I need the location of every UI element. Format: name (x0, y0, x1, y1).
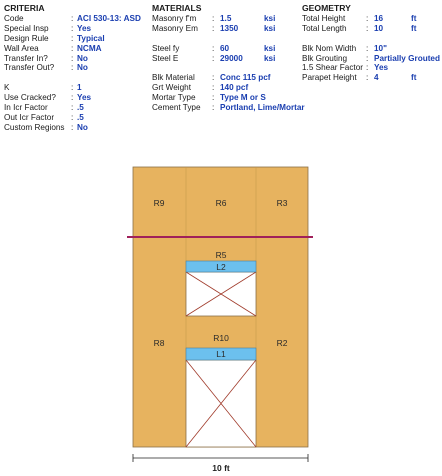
materials-value: 29000 (220, 53, 243, 63)
separator: : (212, 53, 215, 63)
separator: : (366, 14, 369, 23)
separator: : (366, 63, 369, 73)
materials-label: Steel E (152, 53, 179, 63)
separator: : (71, 112, 74, 122)
separator: : (71, 23, 74, 33)
materials-label: Cement Type (152, 103, 201, 113)
geometry-label: Blk Nom Width (302, 43, 357, 53)
materials-value: 1.5 (220, 14, 232, 23)
materials-unit: ksi (264, 14, 276, 23)
separator: : (71, 14, 74, 23)
materials-label: Blk Material (152, 73, 195, 83)
criteria-value: ACI 530-13: ASD (77, 14, 141, 23)
materials-label: Masonry Em (152, 23, 198, 33)
geometry-label: Parapet Height (302, 73, 357, 83)
criteria-label: In Icr Factor (4, 103, 48, 113)
separator: : (366, 73, 369, 83)
geometry-value: 16 (374, 14, 384, 23)
separator: : (71, 93, 74, 103)
materials-label: Mortar Type (152, 93, 196, 103)
geometry-label: Blk Grouting (302, 53, 348, 63)
separator: : (212, 73, 215, 83)
materials-value: Portland, Lime/Mortar (220, 103, 305, 113)
materials-label: Masonry f'm (152, 14, 197, 23)
criteria-value: No (77, 122, 88, 132)
criteria-label: Design Rule (4, 33, 49, 43)
separator: : (71, 33, 74, 43)
criteria-value: NCMA (77, 43, 102, 53)
criteria-label: Special Insp (4, 23, 49, 33)
geometry-value: 10" (374, 43, 387, 53)
materials-unit: ksi (264, 53, 276, 63)
materials-unit: ksi (264, 23, 276, 33)
materials-title: MATERIALS (152, 3, 202, 13)
geometry-title: GEOMETRY (302, 3, 351, 13)
criteria-title: CRITERIA (4, 3, 45, 13)
separator: : (366, 53, 369, 63)
geometry-value: 4 (374, 73, 379, 83)
geometry-label: Total Height (302, 14, 346, 23)
separator: : (71, 83, 74, 93)
criteria-value: 1 (77, 83, 82, 93)
materials-label: Grt Weight (152, 83, 191, 93)
separator: : (212, 103, 215, 113)
geometry-label: Total Length (302, 23, 347, 33)
separator: : (212, 23, 215, 33)
separator: : (366, 23, 369, 33)
materials-value: 60 (220, 43, 230, 53)
separator: : (212, 14, 215, 23)
criteria-label: Custom Regions (4, 122, 65, 132)
geometry-unit: ft (411, 23, 417, 33)
lintel-label: L2 (216, 262, 226, 272)
dimension-label: 10 ft (212, 463, 230, 473)
geometry-unit: ft (411, 73, 417, 83)
geometry-value: Yes (374, 63, 389, 73)
region-label: R8 (153, 338, 165, 348)
separator: : (71, 63, 74, 73)
materials-label: Steel fy (152, 43, 180, 53)
criteria-value: Yes (77, 93, 92, 103)
materials-value: 140 pcf (220, 83, 249, 93)
region-label: R6 (215, 198, 227, 208)
criteria-label: Transfer Out? (4, 63, 55, 73)
region-label: R2 (276, 338, 288, 348)
separator: : (71, 43, 74, 53)
region-label: R5 (215, 250, 227, 260)
region-label: R9 (153, 198, 165, 208)
materials-value: Conc 115 pcf (220, 73, 271, 83)
criteria-label: Use Cracked? (4, 93, 56, 103)
separator: : (71, 103, 74, 113)
separator: : (212, 43, 215, 53)
separator: : (366, 43, 369, 53)
region-label: R10 (213, 333, 229, 343)
criteria-value: .5 (77, 103, 84, 113)
lintel-label: L1 (216, 349, 226, 359)
criteria-label: K (4, 83, 10, 93)
region-label: R3 (276, 198, 288, 208)
criteria-value: No (77, 63, 88, 73)
criteria-value: Yes (77, 23, 92, 33)
materials-unit: ksi (264, 43, 276, 53)
criteria-label: Code (4, 14, 24, 23)
materials-value: 1350 (220, 23, 239, 33)
materials-value: Type M or S (220, 93, 266, 103)
criteria-label: Wall Area (4, 43, 39, 53)
criteria-label: Transfer In? (4, 53, 48, 63)
geometry-label: 1.5 Shear Factor (302, 63, 363, 73)
criteria-value: Typical (77, 33, 105, 43)
separator: : (212, 93, 215, 103)
criteria-value: No (77, 53, 88, 63)
criteria-label: Out Icr Factor (4, 112, 55, 122)
separator: : (71, 122, 74, 132)
geometry-value: Partially Grouted (374, 53, 440, 63)
geometry-unit: ft (411, 14, 417, 23)
separator: : (71, 53, 74, 63)
geometry-value: 10 (374, 23, 384, 33)
separator: : (212, 83, 215, 93)
criteria-value: .5 (77, 112, 84, 122)
